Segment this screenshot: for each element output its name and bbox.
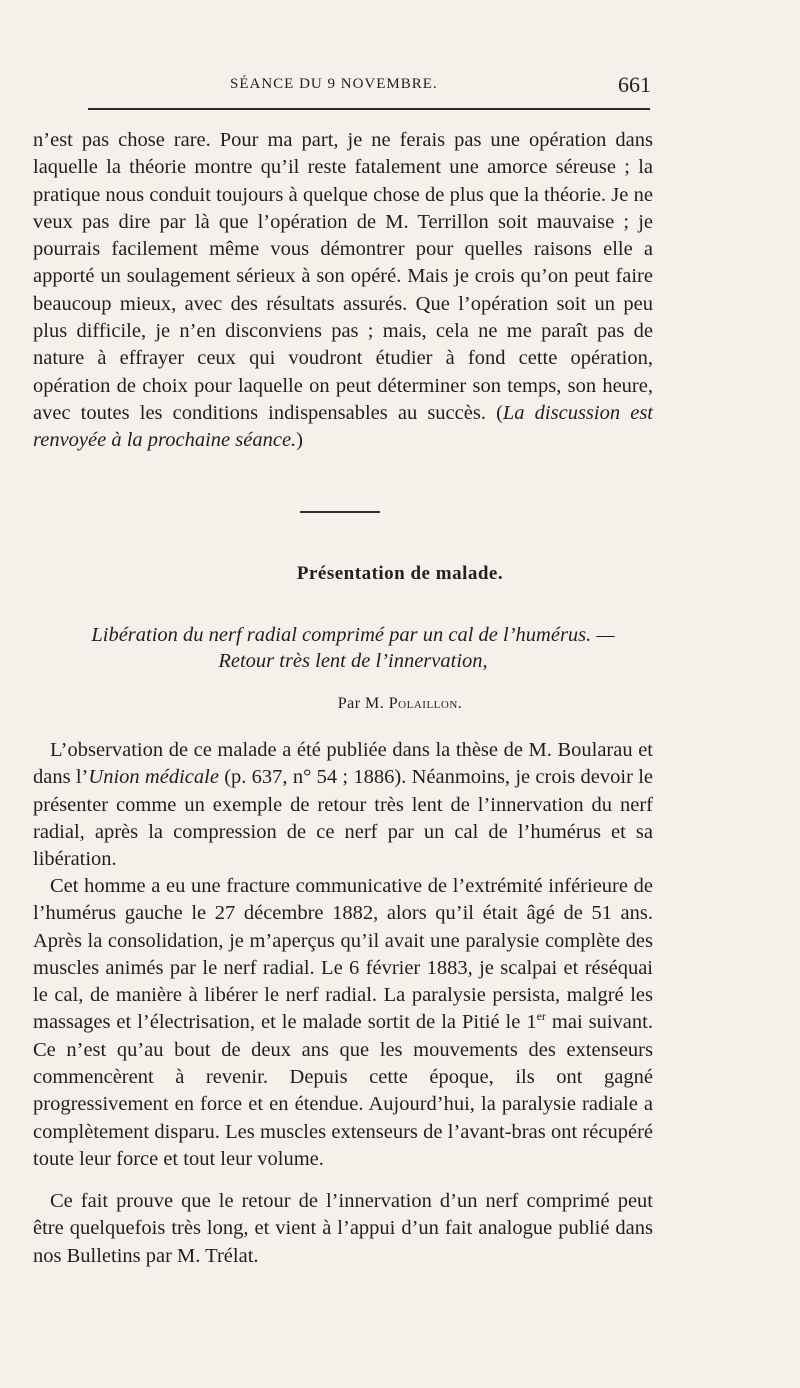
paragraph-3-end: mai suivant. Ce n’est qu’au bout de deux ans que les mouvements des extenseurs commencèrent à revenir. Depuis cette époque, ils ont gagné progressivement en force et en étendue. Aujourd’hui, la paralysie radiale a complètement disparu. Les muscles extenseurs de l’avant-bras ont récupéré toute leur force et tout leur volume. [33, 1011, 653, 1170]
running-title: SÉANCE DU 9 NOVEMBRE. [230, 76, 438, 92]
header-rule [88, 108, 650, 110]
running-header [0, 72, 800, 102]
paragraph-1-close: ) [296, 429, 303, 452]
paragraph-2-end: (p. 637, n° 54 ; 1886). Néanmoins, je crois devoir le présenter comme un exemple de retour très lent de l’innervation du nerf radial, après la compression de ce nerf par un cal de l’humérus et sa libération. [33, 766, 653, 871]
paragraph-3-start: Cet homme a eu une fracture communicative de l’extrémité inférieure de l’humérus gauche le 27 décembre 1882, alors qu’il était âgé de 51 ans. Après la consolidation, je m’aperçus qu’il avait une paralysie complète des muscles animés par le nerf radial. Le 6 février 1883, je scalpai et réséquai le cal, de manière à libérer le nerf radial. La paralysie persista, malgré les massages et l’électrisation, et le malade sortit de la Pitié le 1 [33, 875, 653, 1034]
paragraph-1-text: n’est pas chose rare. Pour ma part, je ne ferais pas une opération dans laquelle la théorie montre qu’il reste fatalement une amorce séreuse ; la pratique nous conduit toujours à quelque chose de plus que la théorie. Je ne veux pas dire par là que l’opération de M. Terrillon soit mauvaise ; je pourrais facilement même vous démontrer pour quelles raisons elle a apporté un soulagement sérieux à son opéré. Mais je crois qu’on peut faire beaucoup mieux, avec des résultats assurés. Que l’opération soit un peu plus difficile, je n’en disconviens pas ; mais, cela ne me paraît pas de nature à effrayer ceux qui voudront étudier à fond cette opération, opération de choix pour laquelle on peut déterminer son temps, son heure, avec toutes les conditions indispensables au succès. ( [33, 129, 653, 424]
paragraph-3 [33, 873, 653, 1173]
paragraph-continued [33, 127, 653, 455]
byline [0, 695, 800, 713]
paragraph-2-italic: Union médicale [88, 766, 219, 789]
byline-author: Polaillon. [388, 695, 463, 712]
paragraph-2-start: L’observation de ce malade a été publiée dans la thèse de M. Boularau et dans l’ [33, 739, 653, 789]
paragraph-3-superscript: er [536, 1009, 546, 1024]
article-title-line-2: Retour très lent de l’innervation, [218, 650, 488, 672]
paragraph-4-text: Ce fait prouve que le retour de l’innervation d’un nerf comprimé peut être quelquefois très long, et vient à l’appui d’un fait analogue publié dans nos Bulletins par M. Trélat. [33, 1190, 653, 1267]
article-title-line-1: Libération du nerf radial comprimé par un cal de l’humérus. — [91, 624, 615, 646]
paragraph-2 [33, 737, 653, 873]
section-heading: Présentation de malade. [296, 563, 504, 584]
page-number: 661 [618, 72, 651, 97]
byline-prefix: Par M. [337, 695, 385, 712]
paragraph-4 [33, 1188, 653, 1270]
section-divider [300, 511, 380, 513]
paragraph-1-italic-note: La discussion est renvoyée à la prochaine séance. [33, 401, 653, 452]
